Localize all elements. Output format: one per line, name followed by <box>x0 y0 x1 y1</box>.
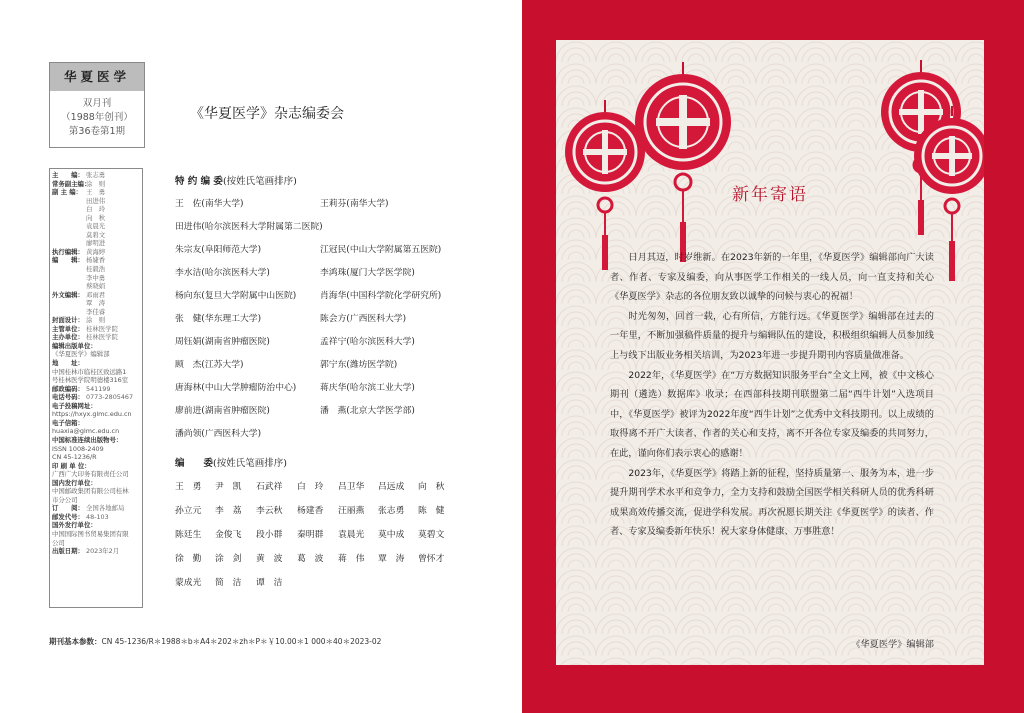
editor-member: 张志勇 <box>378 506 405 516</box>
editors-heading <box>175 455 287 469</box>
special-member: 陈会方(广西医科大学) <box>320 314 407 324</box>
editor-member: 石武祥 <box>256 482 283 492</box>
special-member: 田进伟(哈尔滨医科大学附属第二医院) <box>175 222 323 232</box>
editor-member: 李云秋 <box>256 506 283 516</box>
deputy-editor: 王 勇 <box>86 188 106 197</box>
editor-member: 尹 凯 <box>215 482 242 492</box>
frequency: 双月刊 <box>82 98 112 109</box>
editors-note: (按姓氏笔画排序) <box>213 458 287 469</box>
special-member: 廖前进(湖南省肿瘤医院) <box>175 406 270 416</box>
editor: 李中勇 <box>86 273 106 282</box>
editor: 杨婕香 <box>86 256 106 265</box>
editor-member: 徐 勤 <box>175 554 202 564</box>
label-email: 电子信箱： <box>52 418 84 427</box>
exec-deputy-editor: 涂 则 <box>86 179 106 188</box>
editor-member: 蒙成光 <box>175 578 202 588</box>
special-member: 杨向东(复旦大学附属中山医院) <box>175 291 297 301</box>
editor-member: 莫中成 <box>378 530 405 540</box>
label-exec-deputy: 常务副主编： <box>52 179 91 188</box>
phone-number: 0773-2805467 <box>86 393 134 402</box>
label-web: 电子投稿网址： <box>52 401 97 410</box>
label-postcode: 邮政编码： <box>52 384 84 393</box>
editor-member: 简 洁 <box>215 578 242 588</box>
special-member: 顾 杰(江苏大学) <box>175 360 244 370</box>
special-member: 孟祥宁(哈尔滨医科大学) <box>320 337 415 347</box>
special-member: 朱宗友(阜阳师范大学) <box>175 245 262 255</box>
special-member: 郭宁东(潍坊医学院) <box>320 360 398 370</box>
overseas-distributor: 公司 <box>52 538 65 547</box>
special-editors-note: (按姓氏笔画排序) <box>222 176 297 187</box>
editor-member: 袁晨光 <box>338 530 365 540</box>
special-member: 王 佐(南华大学) <box>175 199 244 209</box>
host-unit: 桂林医学院 <box>86 333 118 342</box>
deputy-editor: 莫碧文 <box>86 230 106 239</box>
editor-member: 王 勇 <box>175 482 202 492</box>
foreign-editor: 覃 涛 <box>86 299 106 308</box>
editor: 桂毅浩 <box>86 265 106 274</box>
editor-member: 黄 波 <box>256 554 283 564</box>
publisher: 《华夏医学》编辑部 <box>52 350 110 359</box>
editor-member: 金俊飞 <box>215 530 242 540</box>
letter-title: 新年寄语 <box>732 185 808 205</box>
editor-member: 曾怀才 <box>418 554 445 564</box>
editor-member: 覃 涛 <box>378 554 405 564</box>
new-year-letter-card <box>556 40 984 665</box>
special-member: 李水洁(哈尔滨医科大学) <box>175 268 270 278</box>
label-code: 邮发代号： <box>52 512 84 521</box>
foreign-editor: 邓雨君 <box>86 290 106 299</box>
board-title: 《华夏医学》杂志编委会 <box>190 106 344 122</box>
subscription: 全国各地邮局 <box>86 504 125 513</box>
postcode: 541199 <box>86 384 111 393</box>
editor-member: 莫碧文 <box>418 530 445 540</box>
label-phone: 电话号码： <box>52 393 84 402</box>
label-chief-editor: 主 编： <box>52 171 84 179</box>
editor-member: 涂 剑 <box>215 554 242 564</box>
editor-member: 向 秋 <box>418 482 445 492</box>
parameters-value: CN 45-1236/R＊1988＊b＊A4＊202＊zh＊P＊￥10.00＊1 000＊40＊2023-02 <box>101 637 382 646</box>
label-overseas: 国外发行单位： <box>52 521 97 530</box>
editor-member: 葛 波 <box>297 554 324 564</box>
cn-number: CN 45-1236/R <box>52 453 97 462</box>
issn: ISSN 1008-2409 <box>52 444 104 453</box>
label-issn: 中国标准连续出版物号： <box>52 435 123 444</box>
editor-member: 汪丽燕 <box>338 506 365 516</box>
journal-parameters <box>49 636 381 647</box>
label-domestic: 国内发行单位： <box>52 478 97 487</box>
label-sponsor: 主管单位： <box>52 324 84 333</box>
sponsor-unit: 桂林医学院 <box>86 324 118 333</box>
editor: 蔡晓娟 <box>86 282 106 291</box>
editors-label: 编 委 <box>175 458 214 469</box>
letter-paragraph: 2023年，《华夏医学》将踏上新的征程，坚持质量第一、服务为本，进一步提升期刊学术水平和竞争力，全力支持和鼓励全国医学相关科研人员的优秀科研成果高效传播交流，促进学科发展。再次祝愿长期关注《华夏医学》的读者、作者、专家及编委新年快乐！祝大家身体健康、万事胜意！ <box>610 467 934 538</box>
special-member: 潘尚领(广西医科大学) <box>175 429 262 439</box>
editor-member: 谭 洁 <box>256 578 283 588</box>
submission-website: https://hxyx.glmc.edu.cn <box>52 410 132 419</box>
domestic-distributor: 中国邮政集团有限公司桂林 <box>52 487 129 496</box>
staff-info-column <box>49 168 143 608</box>
label-exec-editor: 执行编辑： <box>52 247 84 256</box>
editor-member: 陈廷生 <box>175 530 202 540</box>
special-editors-heading <box>175 173 297 187</box>
address-line: 中国桂林市临桂区致远路1 <box>52 367 127 376</box>
letter-paragraph: 日月其迈，时岁维新。在2023年新的一年里，《华夏医学》编辑部向广大读者、作者、专家及编委，向从事医学工作相关的一线人员，向一直支持和关心《华夏医学》杂志的各位朋友致以诚挚的问候与衷心的祝福！ <box>610 252 934 303</box>
special-member: 周钰娟(湖南省肿瘤医院) <box>175 337 270 347</box>
cover-designer: 涂 则 <box>86 316 106 325</box>
deputy-editor: 向 秋 <box>86 213 106 222</box>
special-editors-label: 特 约 编 委 <box>175 176 223 187</box>
label-deputy: 副 主 编： <box>52 188 83 197</box>
label-printer: 印 刷 单 位： <box>52 461 91 470</box>
printer: 广西广大印务有限责任公司 <box>52 470 129 479</box>
special-member: 肖海华(中国科学院化学研究所) <box>320 291 442 301</box>
editor-member: 孙立元 <box>175 506 202 516</box>
address-line: 号桂林医学院明德楼316室 <box>52 376 129 385</box>
label-foreign-editor: 外文编辑： <box>52 290 84 299</box>
masthead-box <box>49 62 145 148</box>
editor-member: 吕卫华 <box>338 482 365 492</box>
chief-editor: 张志勇 <box>86 171 106 179</box>
editor-member: 陈 健 <box>418 506 445 516</box>
special-member: 李鸿珠(厦门大学医学院) <box>320 268 415 278</box>
publish-date: 2023年2月 <box>86 547 120 556</box>
deputy-editor: 田进伟 <box>86 196 106 205</box>
editor-member: 杨建香 <box>297 506 324 516</box>
parameters-label: 期刊基本参数： <box>49 637 102 646</box>
letter-signature: 《华夏医学》编辑部 <box>851 639 934 650</box>
editor-member: 蒋 伟 <box>338 554 365 564</box>
editor-member: 白 玲 <box>297 482 324 492</box>
letter-paragraph: 2022年，《华夏医学》在“万方数据知识服务平台”全文上网，被《中文核心期刊（遴选）数据库》收录；在西部科技期刊联盟第二届“西牛计划”入选项目中，《华夏医学》被评为2022年度“西牛计划”之优秀中文科技期刊。以上成绩的取得离不开广大读者、作者的关心和支持，离不开各位专家及编委的共同努力，在此，谨向你们表示衷心的感谢！ <box>610 369 934 459</box>
overseas-distributor: 中国国际图书贸易集团有限 <box>52 529 129 538</box>
label-editors: 编 辑： <box>52 256 84 265</box>
label-address: 地 址： <box>52 359 84 368</box>
domestic-distributor: 市分公司 <box>52 495 78 504</box>
special-member: 蒋庆华(哈尔滨工业大学) <box>320 383 415 393</box>
label-date: 出版日期： <box>52 547 84 556</box>
special-member: 潘 燕(北京大学医学部) <box>320 406 415 416</box>
special-member: 王莉芬(南华大学) <box>320 199 389 209</box>
volume-issue: 第36卷第1期 <box>68 126 126 137</box>
label-host: 主办单位： <box>52 333 84 342</box>
label-publisher: 编辑出版单位： <box>52 341 97 350</box>
journal-name: 华夏医学 <box>50 63 144 91</box>
editor-member: 李 荔 <box>215 506 242 516</box>
editor-member: 段小群 <box>256 530 283 540</box>
founded-year: （1988年创刊） <box>61 112 133 123</box>
label-subscribe: 订 阅： <box>52 504 84 513</box>
editor-member: 吕远成 <box>378 482 405 492</box>
email-address: huaxia@glmc.edu.cn <box>52 427 120 436</box>
exec-editor: 黄海婷 <box>86 247 106 256</box>
label-cover: 封面设计： <box>52 316 84 325</box>
letter-body <box>610 248 934 542</box>
deputy-editor: 廖明进 <box>86 239 106 248</box>
foreign-editor: 李佳睿 <box>86 307 106 316</box>
special-member: 张 健(华东理工大学) <box>175 314 262 324</box>
deputy-editor: 白 玲 <box>86 205 106 214</box>
letter-paragraph: 时光匆匆，回首一载，心有所信，方能行远。《华夏医学》编辑部在过去的一年里，不断加强稿件质量的提升与编辑队伍的建设，积极组织编辑人员参加线上与线下出版业务相关培训，为2023年进一步提升期刊内容质量做准备。 <box>610 310 934 361</box>
editor-member: 秦明群 <box>297 530 324 540</box>
postal-code: 48-103 <box>86 512 109 521</box>
special-member: 唐海林(中山大学肿瘤防治中心) <box>175 383 297 393</box>
deputy-editor: 袁晨光 <box>86 222 106 231</box>
special-member: 江冠民(中山大学附属第五医院) <box>320 245 442 255</box>
